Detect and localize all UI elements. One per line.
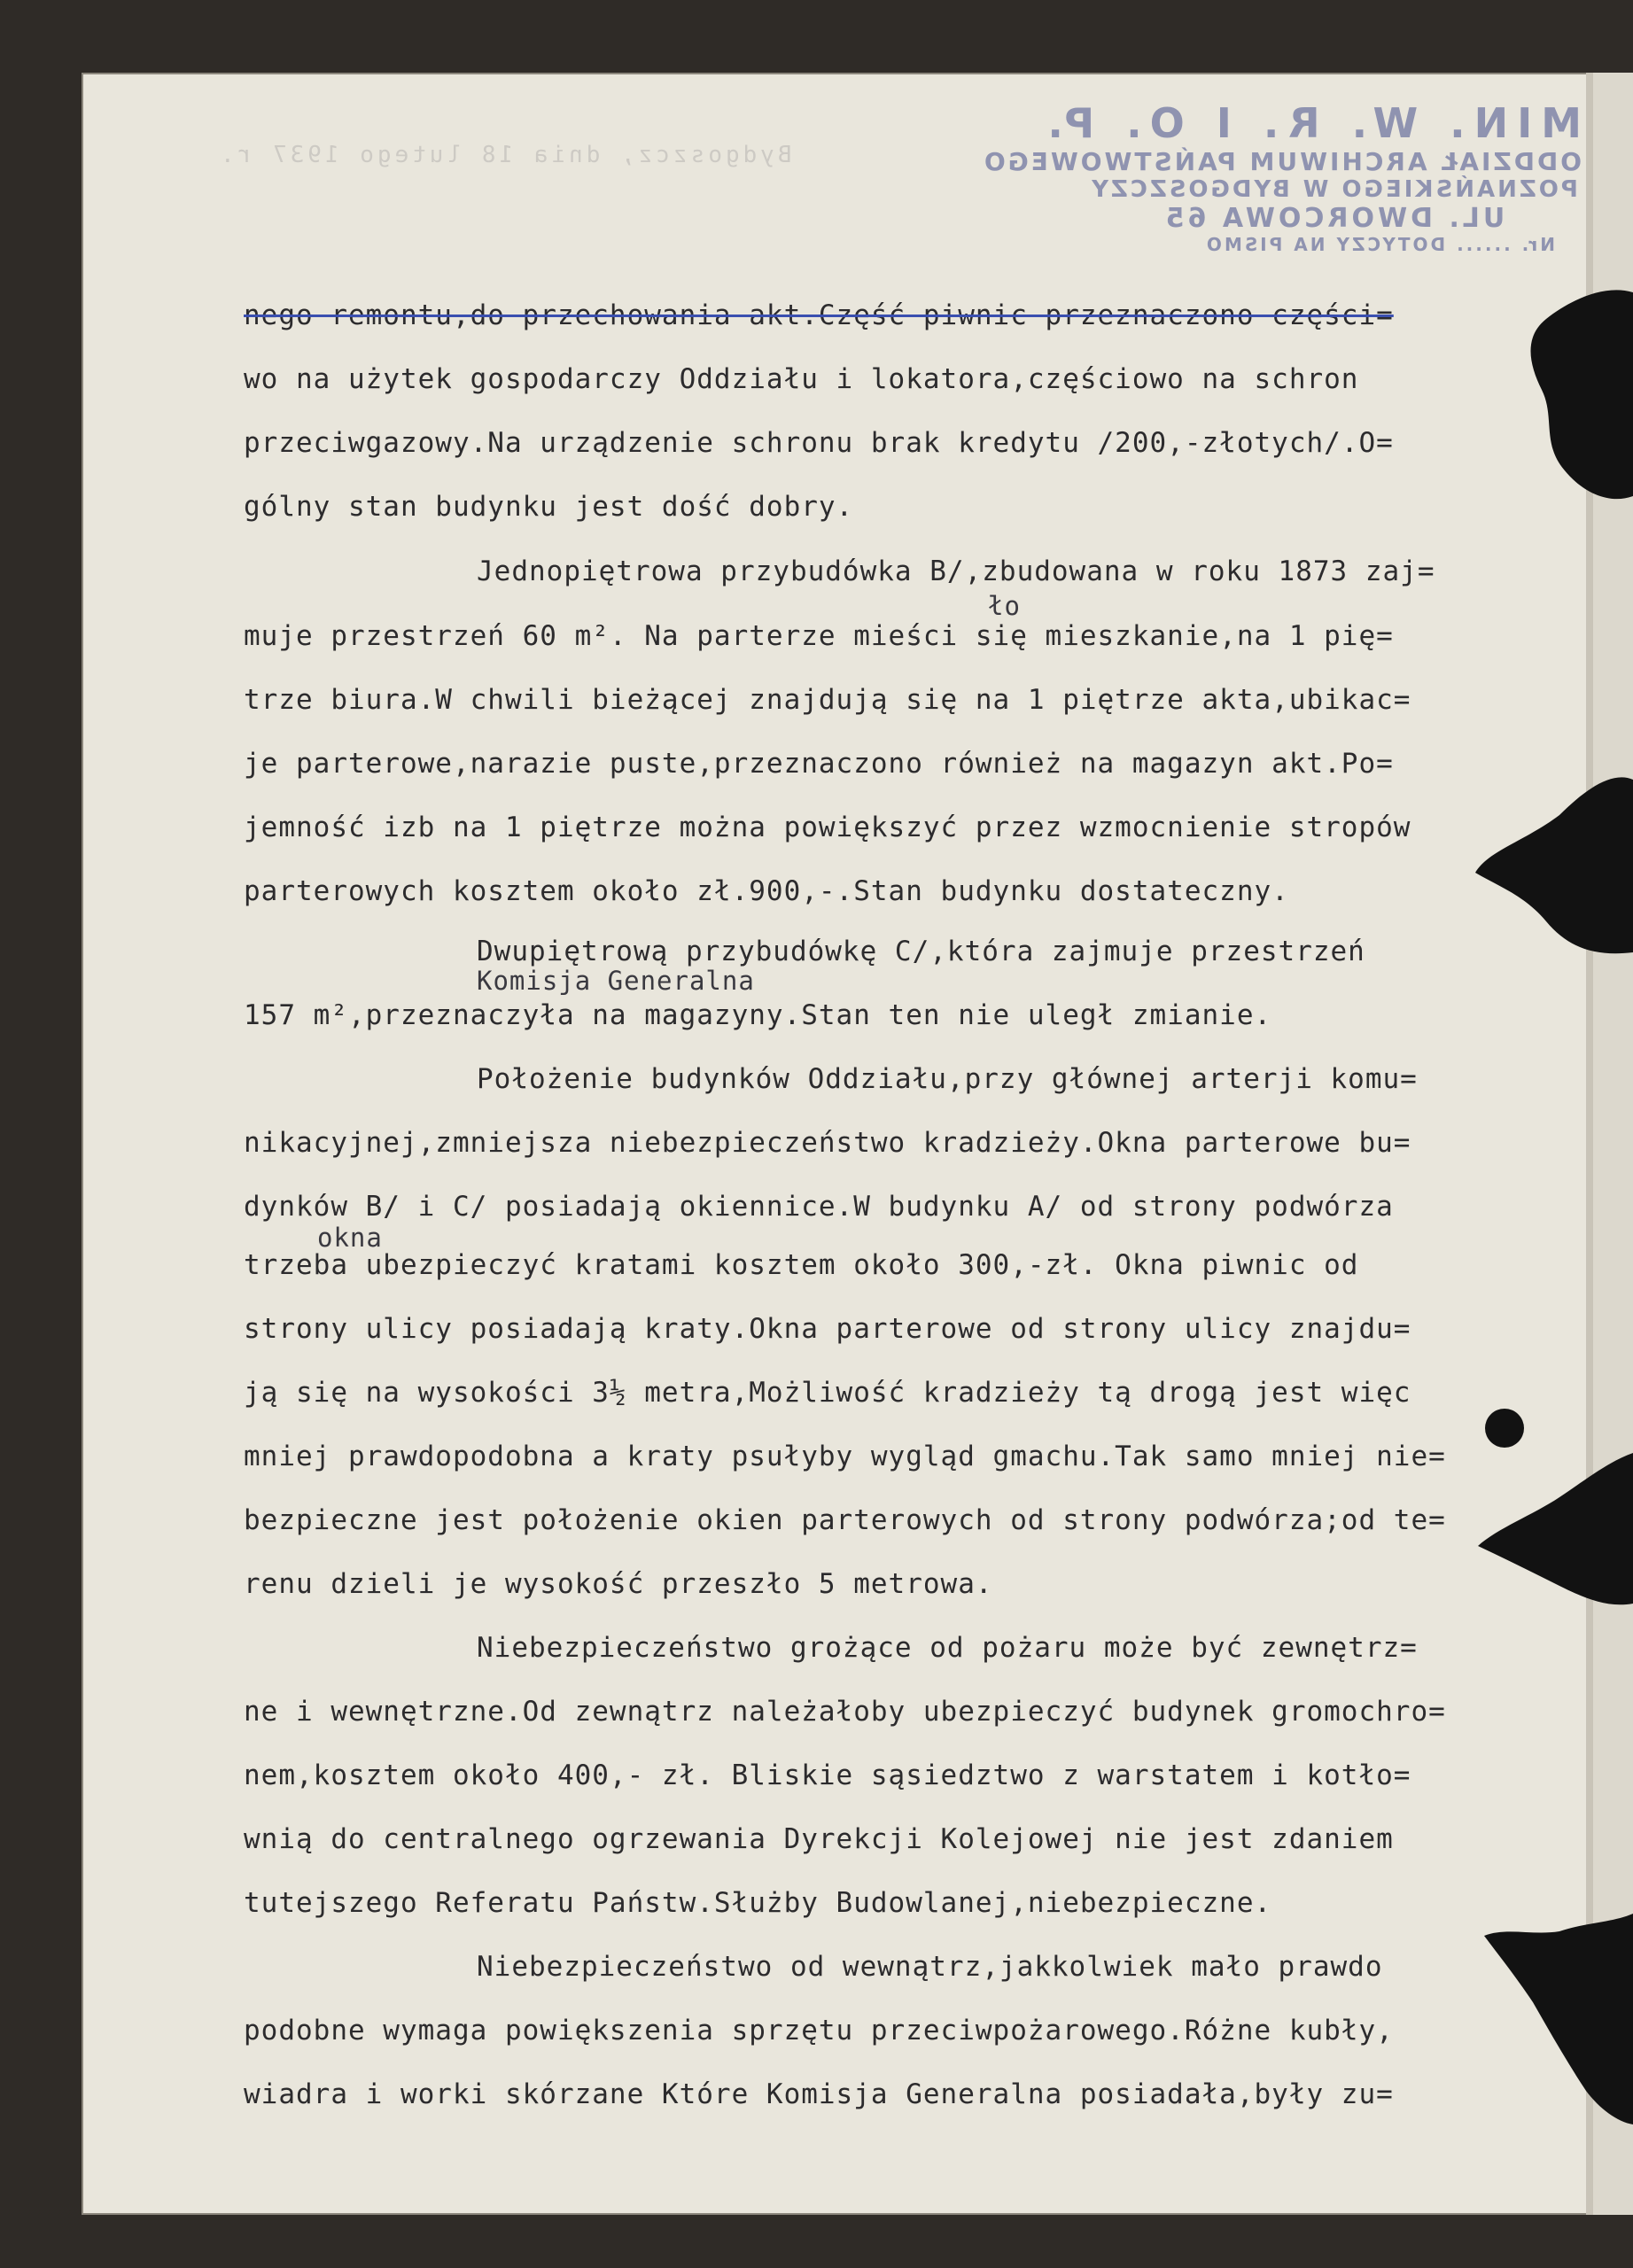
text-line: wnią do centralnego ogrzewania Dyrekcji Kolejowej nie jest zdaniem [244,1823,1394,1855]
hole [1484,1914,1633,2124]
hole [1475,777,1633,953]
text-line: renu dzieli je wysokość przeszło 5 metrowa. [244,1568,993,1600]
stamp-line-5: Nr. ...... DOTYCZY NA PISMO [1203,234,1555,255]
text-line: bezpieczne jest położenie okien parterowych od strony podwórza;od te= [244,1504,1446,1536]
text-line: strony ulicy posiadają kraty.Okna parterowe od strony ulicy znajdu= [244,1313,1411,1345]
text-line: Niebezpieczeństwo od wewnątrz,jakkolwiek mało prawdo [477,1951,1383,1983]
text-line: wo na użytek gospodarczy Oddziału i lokatora,częściowo na schron [244,363,1359,395]
text-line: ne i wewnętrzne.Od zewnątrz należałoby ubezpieczyć budynek gromochro= [244,1696,1446,1728]
text-line: wiadra i worki skórzane Które Komisja Generalna posiadała,były zu= [244,2078,1394,2110]
text-line: trzeba ubezpieczyć kratami kosztem około 300,-zł. Okna piwnic od [244,1249,1359,1281]
text-line: je parterowe,narazie puste,przeznaczono również na magazyn akt.Po= [244,748,1394,780]
hole [1478,1453,1633,1604]
text-line: nem,kosztem około 400,- zł. Bliskie sąsiedztwo z warstatem i kotło= [244,1759,1411,1791]
text-line: Jednopiętrowa przybudówka B/,zbudowana w roku 1873 zaj= [477,555,1435,587]
interlinear-note: Komisja Generalna [477,966,755,996]
text-line: trze biura.W chwili bieżącej znajdują się na 1 piętrze akta,ubikac= [244,684,1411,716]
text-line: Położenie budynków Oddziału,przy głównej arterji komu= [477,1063,1418,1095]
text-line: Niebezpieczeństwo grożące od pożaru może być zewnętrz= [477,1632,1418,1664]
hole [1485,1409,1524,1448]
text-line: muje przestrzeń 60 m². Na parterze mieści się mieszkanie,na 1 pię= [244,620,1394,652]
stamp-line-2: ODDZIAŁ ARCHIWUM PAŃSTWOWEGO [981,147,1582,176]
text-line: Dwupiętrową przybudówkę C/,która zajmuje przestrzeń [477,936,1365,967]
interlinear-note: okna [317,1223,383,1253]
text-line: jemność izb na 1 piętrze można powiększyć przez wzmocnienie stropów [244,812,1411,843]
text-line: gólny stan budynku jest dość dobry. [244,491,854,523]
text-line: parterowych kosztem około zł.900,-.Stan budynku dostateczny. [244,875,1289,907]
text-line: 157 m²,przeznaczyła na magazyny.Stan ten nie uległ zmianie. [244,999,1272,1031]
interlinear-note: ło [988,591,1021,621]
stamp-line-3: POZNAŃSKIEGO W BYDGOSZCZY [1089,176,1578,203]
text-line: przeciwgazowy.Na urządzenie schronu brak kredytu /200,-złotych/.O= [244,427,1394,459]
stamp-line-4: UL. DWORCOWA 65 [1162,203,1505,234]
hole [1531,290,1633,499]
text-line: ją się na wysokości 3½ metra,Możliwość kradzieży tą drogą jest więc [244,1377,1411,1409]
text-line: nego remontu,do przechowania akt.Część piwnic przeznaczono części= [244,299,1394,331]
stamp-line-1: MIN. W. R. I O. P. [1038,99,1582,147]
text-line: podobne wymaga powiększenia sprzętu przeciwpożarowego.Różne kubły, [244,2015,1394,2047]
text-line: nikacyjnej,zmniejsza niebezpieczeństwo kradzieży.Okna parterowe bu= [244,1127,1411,1159]
text-line: dynków B/ i C/ posiadają okiennice.W budynku A/ od strony podwórza [244,1191,1394,1223]
text-line: tutejszego Referatu Państw.Służby Budowlanej,niebezpieczne. [244,1887,1272,1919]
text-line: mniej prawdopodobna a kraty psułyby wygląd gmachu.Tak samo mniej nie= [244,1441,1446,1472]
bleed-through-text: Bydgoszcz, dnia 18 lutego 1937 r. [217,142,792,168]
